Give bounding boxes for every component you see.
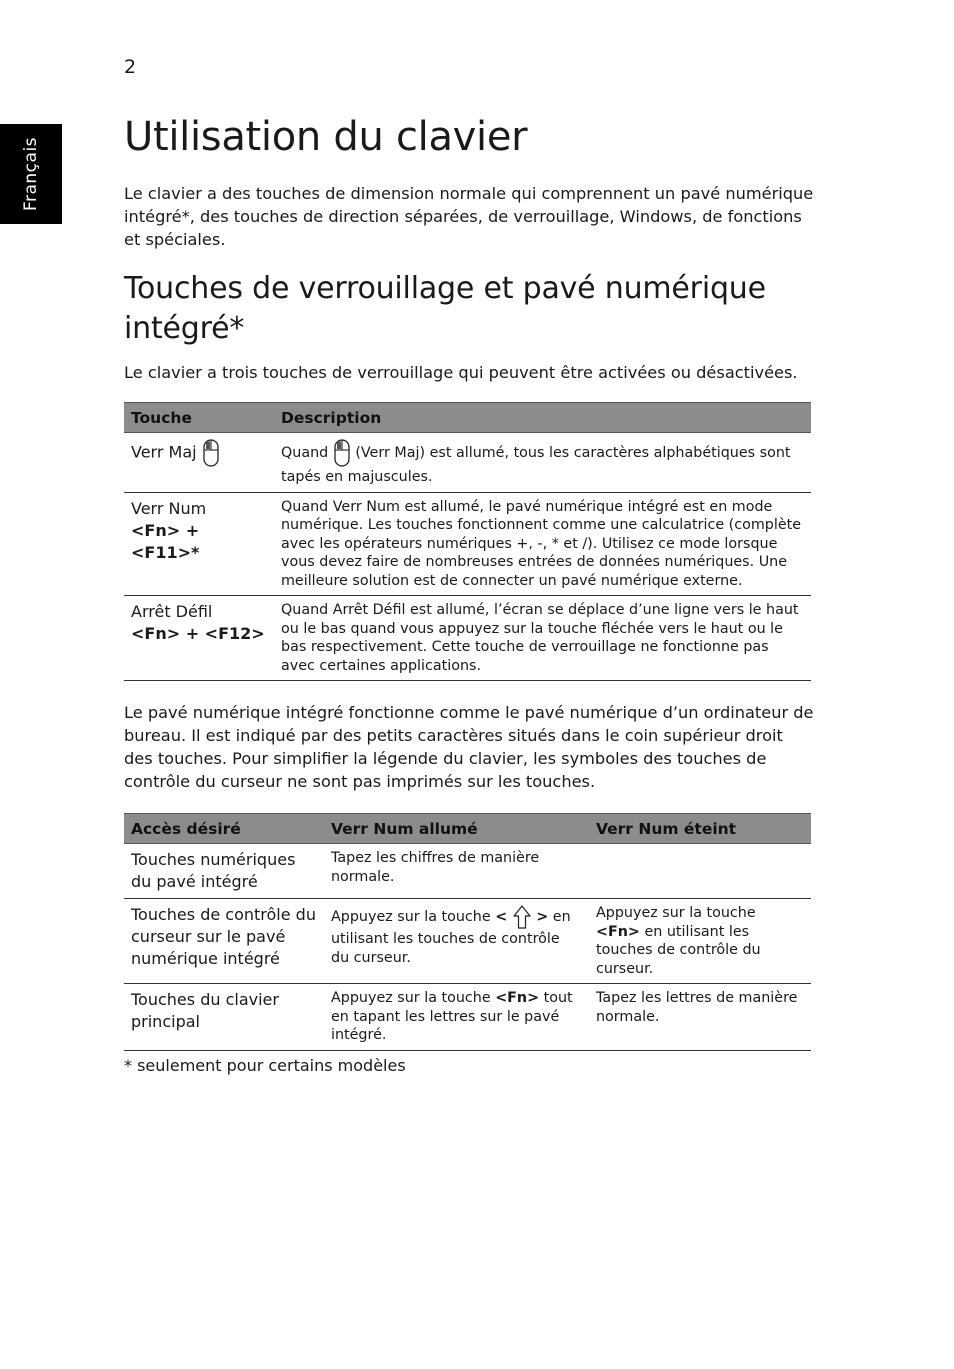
column-header: Verr Num éteint [589,814,811,844]
key-bracket: < [495,909,508,925]
table-row [124,984,811,1051]
numlock-on-cell [324,899,589,984]
keypad-access-table [124,813,811,1051]
key-bracket: > [536,909,549,925]
shift-arrow-icon [512,904,532,930]
desc-text: Appuyez sur la touche [331,909,491,925]
key-name: Arrêt Défil [131,602,213,621]
page-content [124,110,814,1077]
table-row [124,899,811,984]
page-title: Utilisation du clavier [124,114,528,160]
key-cell [124,596,274,681]
table-header-row [124,403,811,433]
numlock-off-cell [589,899,811,984]
desc-text: tout en tapant les lettres sur le pavé intégré. [331,990,573,1043]
footnote: * seulement pour certains modèles [124,1055,406,1075]
table-header-row [124,814,811,844]
key-cell [124,492,274,596]
description-cell [274,433,811,493]
page-number: 2 [124,56,137,78]
lock-keys-table [124,402,811,681]
section-title: Touches de verrouillage et pavé numérique intégré* [124,271,766,346]
intro-paragraph: Le clavier a des touches de dimension normale qui comprennent un pavé numérique intégré*, des touches de direction séparées, de verrouillage, Windows, de fonctions et spéciales. [124,184,814,249]
desc-text: Appuyez sur la touche [596,905,756,921]
column-header: Verr Num allumé [324,814,589,844]
numlock-on-cell: Tapez les chiffres de manière normale. [324,844,589,899]
language-tab-label: Français [21,136,41,212]
access-cell: Touches numériques du pavé intégré [124,844,324,899]
table-row [124,844,811,899]
key-combo: <Fn> + <F12> [131,624,265,643]
numlock-on-cell [324,984,589,1051]
desc-text: en utilisant les touches de contrôle du curseur. [596,923,761,977]
table-row [124,492,811,596]
caps-lock-icon [202,438,220,468]
section-intro-paragraph: Le clavier a trois touches de verrouillage qui peuvent être activées ou désactivées. [124,363,798,382]
column-header: Touche [124,403,274,433]
key-name: Verr Num [131,498,207,518]
desc-text: Appuyez sur la touche [331,990,491,1006]
numlock-off-cell: Tapez les lettres de manière normale. [589,984,811,1051]
description-cell: Quand Arrêt Défil est allumé, l’écran se déplace d’une ligne vers le haut ou le bas quand vous appuyez sur la touche fléchée vers le haut ou le bas respectivement. Cette touche de verrouillage ne fonctionne pas avec certaines applications. [274,596,811,681]
column-header: Accès désiré [124,814,324,844]
desc-text: (Verr Maj) est allumé, tous les caractères alphabétiques sont tapés en majuscules. [281,445,791,485]
caps-lock-icon [333,438,351,468]
access-cell: Touches de contrôle du curseur sur le pavé numérique intégré [124,899,324,984]
description-cell: Quand Verr Num est allumé, le pavé numérique intégré est en mode numérique. Les touches fonctionnent comme une calculatrice (complète avec les opérateurs numériques +, -, * et /). Utilisez ce mode lorsque vous devez faire de nombreuses entrées de données numériques. Une meilleure solution est de connecter un pavé numérique externe. [274,492,811,596]
key-label: <Fn> [495,990,540,1006]
table-row [124,596,811,681]
desc-text: en utilisant les touches de contrôle du curseur. [331,909,571,966]
key-name: Verr Maj [131,442,197,462]
access-cell: Touches du clavier principal [124,984,324,1051]
numlock-off-cell [589,844,811,899]
keypad-paragraph: Le pavé numérique intégré fonctionne comme le pavé numérique d’un ordinateur de bureau. Il est indiqué par des petits caractères situés dans le coin supérieur droit des touches. Pour simplifier la légende du clavier, les symboles des touches de contrôle du curseur ne sont pas imprimés sur les touches. [124,703,814,791]
desc-text: Quand [281,445,329,461]
table-row [124,433,811,493]
language-tab [0,124,62,224]
key-cell [124,433,274,493]
key-label: <Fn> [596,923,640,940]
key-combo: <Fn> + <F11>* [131,520,200,562]
column-header: Description [274,403,811,433]
